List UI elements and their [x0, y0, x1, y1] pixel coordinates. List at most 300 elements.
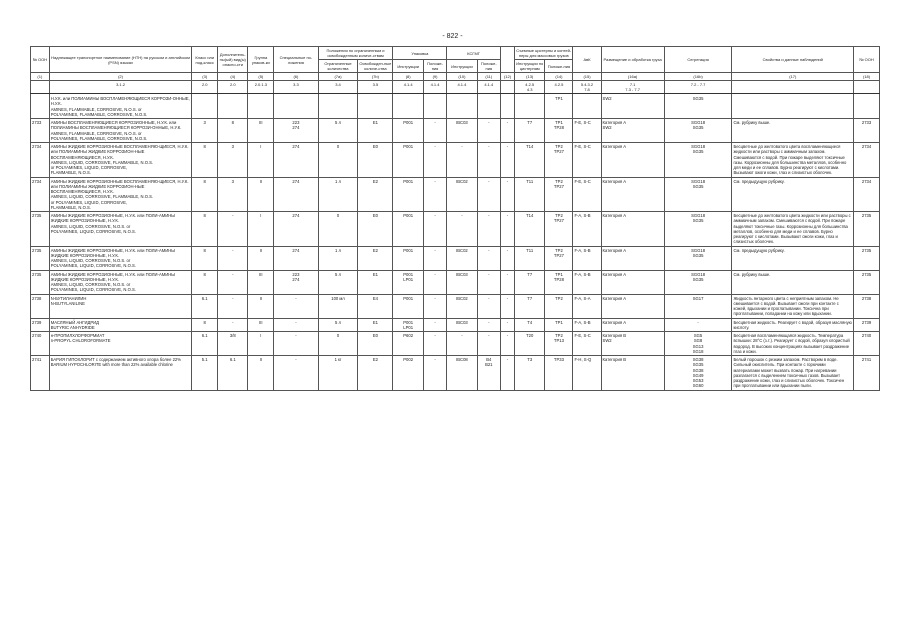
table-row: [31, 94, 880, 119]
header-name: Надлежащее транспортное наименование (НТН) на русском и английском (PSN) языках: [49, 47, 192, 73]
cell-pi: P001: [393, 177, 423, 212]
cell-ibc: IBC03: [447, 318, 477, 332]
cell-props: [732, 94, 854, 119]
cell-eq: E0: [358, 332, 393, 356]
cell-cls: 6.1: [192, 294, 218, 318]
cell-pg: II: [248, 294, 274, 318]
cell-pg: II: [248, 246, 274, 270]
cell-cls: 8: [192, 318, 218, 332]
cell-name: БАРИЯ ГИПОХЛОРИТ с содержанием активного хлора более 22% BARIUM HYPOCHLORITE with more than 22% available chlorine: [49, 356, 192, 391]
cell-lq: 0: [318, 212, 358, 247]
cell-ems: F-A, S-B: [573, 318, 601, 332]
dangerous-goods-table: [30, 46, 880, 391]
header-un-right: № ООН: [854, 47, 880, 73]
column-number: (2): [49, 73, 192, 81]
cell-ibc: -: [447, 332, 477, 356]
cell-c12: -: [500, 212, 514, 247]
cell-eq: E1: [358, 119, 393, 143]
header-segregation: Сегрегация: [664, 47, 732, 73]
cell-pp: -: [423, 294, 446, 318]
cell-pg: I: [248, 143, 274, 178]
header-tank-prov: Положе-ния: [545, 60, 573, 73]
cell-seg: SG35: [664, 94, 732, 119]
cell-eq: [358, 94, 393, 119]
column-reference: 7.2 - 7.7: [664, 81, 732, 94]
cell-ibcp: -: [477, 212, 500, 247]
cell-ems: F-H, S-Q: [573, 356, 601, 391]
cell-ibcp: -: [477, 246, 500, 270]
cell-ibc: IBC02: [447, 246, 477, 270]
header-tanks: Съемные цистерны и контей-неры для массовых грузов: [516, 48, 572, 58]
table-body: [31, 94, 880, 391]
cell-ibcp: B4 B21: [477, 356, 500, 391]
column-reference: 4.1.4: [447, 81, 477, 94]
column-reference: [31, 81, 50, 94]
cell-un2: 2738: [854, 294, 880, 318]
cell-name: АМИНЫ ЖИДКИЕ КОРРОЗИОННЫЕ ВОСПЛАМЕНЯЮ-ЩИЕСЯ, Н.У.К. или ПОЛИАМИНЫ ЖИДКИЕ КОРРОЗИОН-НЫЕ ВОСПЛАМЕНЯЮЩИЕСЯ, Н.У.К. AMINES, LIQUID, CORROSIVE, FLAMMABLE, N.O.S. or POLYAMINES, LIQUID, CORROSIVE, FLAMMABLE, N.O.S.: [49, 143, 192, 178]
cell-pp: -: [423, 332, 446, 356]
cell-seg: SGG18 SG35: [664, 246, 732, 270]
cell-ibcp: -: [477, 177, 500, 212]
column-number: (6): [274, 73, 318, 81]
cell-stow: Категория A SW2: [601, 119, 664, 143]
cell-tank: T7: [515, 270, 545, 294]
cell-sub: -: [218, 318, 248, 332]
cell-stow: Категория A: [601, 270, 664, 294]
column-reference: 4.1.4: [477, 81, 500, 94]
cell-ibcp: -: [477, 119, 500, 143]
cell-props: См. предыдущую рубрику.: [732, 246, 854, 270]
table-row: [31, 332, 880, 356]
cell-tank: T20: [515, 332, 545, 356]
cell-tank: T7: [515, 294, 545, 318]
cell-sp: [274, 94, 318, 119]
cell-pi: P001: [393, 143, 423, 178]
header-pack-prov: Положе-ния: [423, 60, 446, 73]
cell-sub: -: [218, 212, 248, 247]
cell-eq: E4: [358, 294, 393, 318]
cell-eq: E0: [358, 212, 393, 247]
cell-name: АМИНЫ ЖИДКИЕ КОРРОЗИОННЫЕ, Н.У.К. или ПОЛИ-АМИНЫ ЖИДКИЕ КОРРОЗИОННЫЕ, Н.У.К. AMINES, LIQUID, CORROSIVE, N.O.S. or POLYAMINES, LIQUID, CORROSIVE, N.O.S.: [49, 246, 192, 270]
cell-sp: 274: [274, 177, 318, 212]
cell-sub: 3: [218, 177, 248, 212]
cell-pi: [393, 94, 423, 119]
column-reference: [500, 81, 514, 94]
cell-sp: -: [274, 294, 318, 318]
cell-sub: 8: [218, 119, 248, 143]
cell-un2: 2735: [854, 246, 880, 270]
column-number: (17): [732, 73, 854, 81]
column-number: (10): [447, 73, 477, 81]
cell-name: н-ПРОПИЛХЛОРФОРМИАТ n-PROPYL CHLOROFORMATE: [49, 332, 192, 356]
cell-ems: F-A, S-B: [573, 212, 601, 247]
cell-pp: -: [423, 270, 446, 294]
cell-pp: -: [423, 119, 446, 143]
cell-sp: 274: [274, 212, 318, 247]
cell-ibc: [447, 94, 477, 119]
cell-sub: [218, 94, 248, 119]
header-stowage: Размещение и обработка груза: [601, 47, 664, 73]
cell-tank: T3: [515, 356, 545, 391]
cell-sub: 6.1: [218, 356, 248, 391]
cell-pp: -: [423, 318, 446, 332]
cell-un: 2734: [31, 177, 50, 212]
column-reference: 4.2.5 4.3: [515, 81, 545, 94]
column-number: (3): [192, 73, 218, 81]
cell-tankp: TP2 TP27: [545, 246, 573, 270]
cell-c12: [500, 94, 514, 119]
cell-name: АМИНЫ ЖИДКИЕ КОРРОЗИОННЫЕ, Н.У.К. или ПОЛИ-АМИНЫ ЖИДКИЕ КОРРОЗИОННЫЕ, Н.У.К. AMINES, LIQUID, CORROSIVE, N.O.S. or POLYAMINES, LIQUID, CORROSIVE, N.O.S.: [49, 270, 192, 294]
cell-cls: 8: [192, 177, 218, 212]
cell-pg: I: [248, 212, 274, 247]
column-number: (5): [248, 73, 274, 81]
cell-stow: Категория B SW2: [601, 332, 664, 356]
cell-pg: II: [248, 356, 274, 391]
cell-pp: -: [423, 356, 446, 391]
header-col12: [500, 47, 514, 73]
header-ibc-prov: Положе-ния: [477, 60, 500, 73]
cell-props: См. рубрику выше.: [732, 119, 854, 143]
cell-ibcp: -: [477, 143, 500, 178]
cell-seg: SGG18 SG35: [664, 270, 732, 294]
cell-pi: P001: [393, 119, 423, 143]
cell-pg: III: [248, 119, 274, 143]
cell-tankp: TP1: [545, 94, 573, 119]
cell-eq: E2: [358, 356, 393, 391]
cell-un2: 2735: [854, 212, 880, 247]
header-subsidiary: Дополнитель-ны(ый) вид(ы) опасно-сти: [218, 47, 248, 73]
cell-sub: -: [218, 294, 248, 318]
cell-ibc: IBC02: [447, 177, 477, 212]
cell-ems: F-A, S-A: [573, 294, 601, 318]
cell-c12: -: [500, 332, 514, 356]
column-reference: [732, 81, 854, 94]
cell-cls: 5.1: [192, 356, 218, 391]
cell-eq: E2: [358, 246, 393, 270]
cell-lq: 0: [318, 332, 358, 356]
cell-sp: 223 274: [274, 270, 318, 294]
cell-ems: [573, 94, 601, 119]
cell-seg: SG38 SG35 SG38 SG49 SG53 SG60: [664, 356, 732, 391]
cell-sp: 274: [274, 143, 318, 178]
cell-eq: E2: [358, 177, 393, 212]
cell-un: 2740: [31, 332, 50, 356]
cell-seg: SGG18 SG35: [664, 119, 732, 143]
cell-props: Жидкость янтарного цвета с неприятным запахом. Не смешивается с водой. Вызывает ожоги при контакте с кожей, вдыхании и проглатывании. Токсична при проглатывании, попадании на кожу или вдыхании.: [732, 294, 854, 318]
cell-ibcp: -: [477, 270, 500, 294]
cell-seg: -: [664, 318, 732, 332]
cell-tank: [515, 94, 545, 119]
cell-stow: SW2: [601, 94, 664, 119]
cell-seg: SGG18 SG35: [664, 212, 732, 247]
header-pack-instr: Инструкции: [393, 60, 423, 73]
cell-pp: -: [423, 212, 446, 247]
cell-un: 2734: [31, 143, 50, 178]
cell-name: Н.У.К. или ПОЛИАМИНЫ ВОСПЛАМЕНЯЮЩИЕСЯ КОРРОЗИ-ОННЫЕ, Н.У.К. AMINES, FLAMMABLE, CORROSIVE, N.O.S. or POLYAMINES, FLAMMABLE, CORROSIVE, N.O.S.: [49, 94, 192, 119]
cell-pi: P001: [393, 294, 423, 318]
cell-sub: 3: [218, 143, 248, 178]
cell-seg: SGG18 SG35: [664, 143, 732, 178]
column-number: (13): [515, 73, 545, 81]
cell-un2: 2740: [854, 332, 880, 356]
header-packing-group: Группа упаков-ки: [248, 47, 274, 73]
cell-name: МАСЛЯНЫЙ АНГИДРИД BUTYRIC ANHYDRIDE: [49, 318, 192, 332]
cell-stow: Категория A: [601, 246, 664, 270]
column-number: (14): [545, 73, 573, 81]
cell-sub: -: [218, 246, 248, 270]
cell-c12: -: [500, 270, 514, 294]
column-reference: 3.4: [318, 81, 358, 94]
column-number: (1): [31, 73, 50, 81]
column-reference: 3.1.2: [49, 81, 192, 94]
cell-ibcp: -: [477, 294, 500, 318]
cell-ibc: IBC02: [447, 294, 477, 318]
cell-un2: 2741: [854, 356, 880, 391]
cell-stow: Категория A: [601, 177, 664, 212]
cell-pg: [248, 94, 274, 119]
cell-sub: -: [218, 270, 248, 294]
cell-un: 2741: [31, 356, 50, 391]
header-limited-quantities: Положения по ограниченным и освобожденным количе-ствам: [318, 47, 393, 60]
cell-lq: 5 л: [318, 318, 358, 332]
column-number: (4): [218, 73, 248, 81]
cell-lq: 5 л: [318, 119, 358, 143]
cell-un2: 2734: [854, 177, 880, 212]
column-number: (12): [500, 73, 514, 81]
cell-ems: F-E, S-C: [573, 332, 601, 356]
table-row: [31, 318, 880, 332]
header-ems: АвК: [573, 47, 601, 73]
cell-cls: 3: [192, 119, 218, 143]
cell-eq: E0: [358, 143, 393, 178]
cell-pp: -: [423, 177, 446, 212]
column-number: (16b): [664, 73, 732, 81]
column-reference-row: [31, 81, 880, 94]
cell-c12: -: [500, 356, 514, 391]
cell-un2: 2734: [854, 143, 880, 178]
cell-stow: Категория B: [601, 356, 664, 391]
cell-tankp: TP2 TP27: [545, 177, 573, 212]
cell-stow: Категория A: [601, 318, 664, 332]
cell-pp: [423, 94, 446, 119]
cell-pg: III: [248, 270, 274, 294]
column-number: (7b): [358, 73, 393, 81]
cell-lq: 100 мл: [318, 294, 358, 318]
column-reference: 4.1.4: [423, 81, 446, 94]
header-special-provisions: Специальные по-ложения: [274, 47, 318, 73]
cell-ems: F-A, S-B: [573, 270, 601, 294]
cell-ibcp: [477, 94, 500, 119]
cell-tankp: TP2: [545, 294, 573, 318]
cell-sp: 274: [274, 246, 318, 270]
header-un: № ООН: [31, 47, 50, 73]
cell-stow: Категория A: [601, 143, 664, 178]
cell-c12: -: [500, 318, 514, 332]
cell-tank: T4: [515, 318, 545, 332]
column-reference: 3.5: [358, 81, 393, 94]
cell-name: АМИНЫ ВОСПЛАМЕНЯЮЩИЕСЯ КОРРОЗИОННЫЕ, Н.У.К. или ПОЛИАМИНЫ ВОСПЛАМЕНЯЮЩИЕСЯ КОРРОЗИ-ОННЫЕ, Н.У.К. AMINES, FLAMMABLE, CORROSIVE, N.O.S. or POLYAMINES, FLAMMABLE, CORROSIVE, N.O.S.: [49, 119, 192, 143]
cell-name: АМИНЫ ЖИДКИЕ КОРРОЗИОННЫЕ ВОСПЛАМЕНЯЮ-ЩИЕСЯ, Н.У.К. или ПОЛИАМИНЫ ЖИДКИЕ КОРРОЗИОН-НЫЕ ВОСПЛАМЕНЯЮЩИЕСЯ, Н.У.К. AMINES, LIQUID, CORROSIVE, FLAMMABLE, N.O.S. or POLYAMINES, LIQUID, CORROSIVE, FLAMMABLE, N.O.S.: [49, 177, 192, 212]
cell-ibc: -: [447, 212, 477, 247]
cell-cls: 6.1: [192, 332, 218, 356]
header-properties: Свойства и данные наблюдений: [732, 47, 854, 73]
cell-stow: Категория A: [601, 212, 664, 247]
cell-c12: -: [500, 119, 514, 143]
cell-lq: 1 л: [318, 246, 358, 270]
cell-name: N-БУТИЛАНИЛИН N-BUTYLANILINE: [49, 294, 192, 318]
header-ibc: КСГМГ: [447, 47, 501, 60]
cell-tank: T11: [515, 177, 545, 212]
cell-ibc: IBC03: [447, 119, 477, 143]
cell-pp: -: [423, 143, 446, 178]
cell-lq: 1 л: [318, 177, 358, 212]
cell-un: 2735: [31, 246, 50, 270]
cell-lq: 0: [318, 143, 358, 178]
table-row: [31, 177, 880, 212]
cell-cls: [192, 94, 218, 119]
cell-name: АМИНЫ ЖИДКИЕ КОРРОЗИОННЫЕ, Н.У.К. или ПОЛИ-АМИНЫ ЖИДКИЕ КОРРОЗИОННЫЕ, Н.У.К. AMINES, LIQUID, CORROSIVE, N.O.S. or POLYAMINES, LIQUID, CORROSIVE, N.O.S.: [49, 212, 192, 247]
table-row: [31, 270, 880, 294]
cell-un: 2738: [31, 294, 50, 318]
cell-ibcp: -: [477, 318, 500, 332]
cell-stow: Категория A: [601, 294, 664, 318]
header-lq: Ограниченные количества: [318, 60, 358, 73]
column-number: (11): [477, 73, 500, 81]
cell-pi: P001 LP01: [393, 270, 423, 294]
cell-tank: T7: [515, 119, 545, 143]
cell-sub: 3/8: [218, 332, 248, 356]
cell-props: Бесцветные до желтоватого цвета воспламеняющиеся жидкости или растворы с аммиачным запахом. Смешиваются с водой. При пожаре выделяют токсичные газы. Коррозионны для большинства металлов, особенно для меди и ее сплавов. Бурно реагируют с кислотами. Вызывают ожоги кожи, глаз и слизистых оболочек.: [732, 143, 854, 178]
cell-tankp: TP33: [545, 356, 573, 391]
cell-seg: SG17: [664, 294, 732, 318]
column-number: (18): [854, 73, 880, 81]
cell-tank: T14: [515, 212, 545, 247]
cell-ems: F-E, S-C: [573, 119, 601, 143]
cell-sp: -: [274, 332, 318, 356]
cell-tankp: TP1 TP28: [545, 270, 573, 294]
cell-tankp: TP1 TP28: [545, 119, 573, 143]
cell-tank: T11: [515, 246, 545, 270]
cell-cls: 8: [192, 212, 218, 247]
cell-props: Бесцветная жидкость. Реагирует с водой, образуя масляную кислоту.: [733, 319, 852, 330]
cell-props: См. предыдущую рубрику.: [732, 177, 854, 212]
table-row: [31, 294, 880, 318]
cell-c12: -: [500, 177, 514, 212]
cell-lq: 5 л: [318, 270, 358, 294]
cell-tankp: TP2 TP27: [545, 212, 573, 247]
cell-c12: -: [500, 294, 514, 318]
column-reference: 2.0: [192, 81, 218, 94]
cell-pi: P001: [393, 212, 423, 247]
column-reference: 2.0.1.3: [248, 81, 274, 94]
cell-props: Бесцветная воспламеняющаяся жидкость. Температура вспышки: 28°C (з.т.). Реагирует с водой, образуя хлористый водород. В высоких концентрациях вызывает раздражение глаз и кожи.: [732, 332, 854, 356]
column-reference: 7.1 7.3 - 7.7: [601, 81, 664, 94]
column-reference: 3.3: [274, 81, 318, 94]
cell-ems: F-A, S-B: [573, 246, 601, 270]
cell-un: 2739: [31, 318, 50, 332]
cell-ibc: IBC08: [447, 356, 477, 391]
cell-un: 2735: [31, 212, 50, 247]
cell-pi: P602: [393, 332, 423, 356]
cell-pi: P001 LP01: [393, 318, 423, 332]
column-number: (15): [573, 73, 601, 81]
cell-un2: 2739: [854, 318, 880, 332]
page-number: - 822 -: [442, 33, 463, 40]
table-row: [31, 119, 880, 143]
header-packing: Упаковка: [393, 47, 447, 60]
cell-lq: 1 кг: [318, 356, 358, 391]
cell-tank: T14: [515, 143, 545, 178]
header-eq: Освобожден-ные количе-ства: [359, 61, 392, 71]
cell-tankp: TP2 TP27: [545, 143, 573, 178]
cell-pp: -: [423, 246, 446, 270]
cell-pg: I: [248, 332, 274, 356]
cell-ems: F-E, S-C: [573, 177, 601, 212]
table-row: [31, 246, 880, 270]
cell-lq: [318, 94, 358, 119]
column-number: (16a): [601, 73, 664, 81]
header-ibc-instr: Инструкции: [447, 60, 477, 73]
cell-cls: 8: [192, 246, 218, 270]
cell-tankp: TP2 TP13: [545, 332, 573, 356]
cell-eq: E1: [358, 270, 393, 294]
cell-cls: 8: [192, 143, 218, 178]
header-class: Класс или под-класс: [192, 47, 218, 73]
column-number: (9): [423, 73, 446, 81]
cell-props: Белый порошок с резким запахом. Растворим в воде. Сильный окислитель. При контакте с горючими материалами может вызвать пожар. При нагревании разлагается с выделением токсичных газов. Вызывает раздражение кожи, глаз и слизистых оболочек. Токсичен при проглатывании или вдыхании пыли.: [732, 356, 854, 391]
column-number-row: [31, 73, 880, 81]
table-row: [31, 356, 880, 391]
column-number: (7a): [318, 73, 358, 81]
column-reference: 5.4.3.2 7.8: [573, 81, 601, 94]
cell-props: См. рубрику выше.: [732, 270, 854, 294]
column-reference: 2.0: [218, 81, 248, 94]
cell-props: Бесцветные до желтоватого цвета жидкости или растворы с аммиачным запахом. Смешиваются с водой. При пожаре выделяют токсичные газы. Коррозионны для большинства металлов, особенно для меди и ее сплавов. Бурно реагируют с кислотами. Вызывают ожоги кожи, глаз и слизистых оболочек.: [732, 212, 854, 247]
header-tank-instr: Инструкции по цистернам: [516, 61, 544, 71]
cell-tankp: TP1: [545, 318, 573, 332]
cell-c12: -: [500, 143, 514, 178]
cell-un: 2735: [31, 270, 50, 294]
cell-cls: 8: [192, 270, 218, 294]
cell-ibcp: -: [477, 332, 500, 356]
cell-un2: [854, 94, 880, 119]
cell-seg: SG5 SG8 SG13 SG18: [664, 332, 732, 356]
cell-sp: -: [274, 318, 318, 332]
cell-un: [31, 94, 50, 119]
cell-ibc: IBC03: [447, 270, 477, 294]
cell-un2: 2735: [854, 270, 880, 294]
cell-eq: E1: [358, 318, 393, 332]
cell-un2: 2733: [854, 119, 880, 143]
cell-seg: SGG18 SG35: [664, 177, 732, 212]
table-row: [31, 212, 880, 247]
cell-sp: 223 274: [274, 119, 318, 143]
table-row: [31, 143, 880, 178]
cell-ibc: -: [447, 143, 477, 178]
cell-pi: P001: [393, 246, 423, 270]
cell-sp: -: [274, 356, 318, 391]
column-reference: 4.1.4: [393, 81, 423, 94]
column-reference: [854, 81, 880, 94]
cell-pi: P002: [393, 356, 423, 391]
cell-ems: F-E, S-C: [573, 143, 601, 178]
cell-pg: III: [248, 318, 274, 332]
column-reference: 4.2.5: [545, 81, 573, 94]
cell-pg: II: [248, 177, 274, 212]
cell-c12: -: [500, 246, 514, 270]
column-number: (8): [393, 73, 423, 81]
cell-un: 2733: [31, 119, 50, 143]
